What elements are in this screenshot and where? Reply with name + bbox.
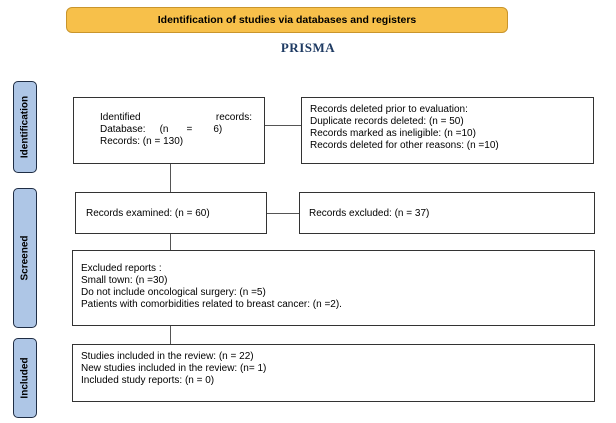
diagram-banner — [66, 7, 508, 33]
database-count-value: 6) — [213, 124, 223, 135]
identified-records-box — [73, 97, 265, 164]
deleted-other-reasons: Records deleted for other reasons: (n =10) — [310, 140, 499, 151]
database-count-line — [100, 124, 252, 136]
identified-label: Identified — [100, 112, 141, 123]
records-count-line: Records: (n = 130) — [100, 136, 184, 147]
excluded-count: Records excluded: (n = 37) — [309, 208, 430, 219]
stage-screened-label: Screened — [19, 235, 31, 281]
included-studies-box — [72, 344, 595, 402]
database-count-open: (n — [159, 124, 169, 135]
excluded-comorbidities: Patients with comorbidities related to breast cancer: (n =2). — [81, 299, 342, 310]
excluded-reports-box — [72, 250, 595, 326]
database-label: Database: — [100, 124, 146, 135]
connector-identified-to-examined — [170, 164, 171, 192]
excluded-reports-title: Excluded reports : — [81, 263, 162, 274]
stage-identification — [13, 81, 37, 173]
connector-identified-to-deleted — [265, 125, 301, 126]
records-label: records: — [215, 112, 252, 123]
stage-included — [13, 338, 37, 418]
examined-count: Records examined: (n = 60) — [86, 208, 210, 219]
included-study-reports: Included study reports: (n = 0) — [81, 375, 215, 386]
included-studies: Studies included in the review: (n = 22) — [81, 351, 254, 362]
connector-reports-to-included — [170, 326, 171, 344]
database-count-equals: = — [186, 124, 193, 135]
deleted-ineligible: Records marked as ineligible: (n =10) — [310, 128, 476, 139]
prisma-subtitle: PRISMA — [280, 40, 336, 55]
excluded-small-town: Small town: (n =30) — [81, 275, 168, 286]
banner-title: Identification of studies via databases and registers — [157, 14, 417, 26]
records-examined-box — [75, 192, 267, 234]
connector-examined-to-reports — [170, 234, 171, 250]
excluded-no-oncological-surgery: Do not include oncological surgery: (n =5) — [81, 287, 266, 298]
connector-examined-to-excluded — [267, 213, 299, 214]
included-new-studies: New studies included in the review: (n= 1) — [81, 363, 267, 374]
records-excluded-box — [299, 192, 595, 234]
stage-identification-label: Identification — [19, 95, 31, 159]
identified-records-line — [100, 112, 252, 124]
stage-screened — [13, 188, 37, 328]
records-deleted-box — [301, 97, 594, 164]
deleted-duplicates: Duplicate records deleted: (n = 50) — [310, 116, 464, 127]
deleted-title: Records deleted prior to evaluation: — [310, 104, 468, 115]
stage-included-label: Included — [19, 357, 31, 399]
